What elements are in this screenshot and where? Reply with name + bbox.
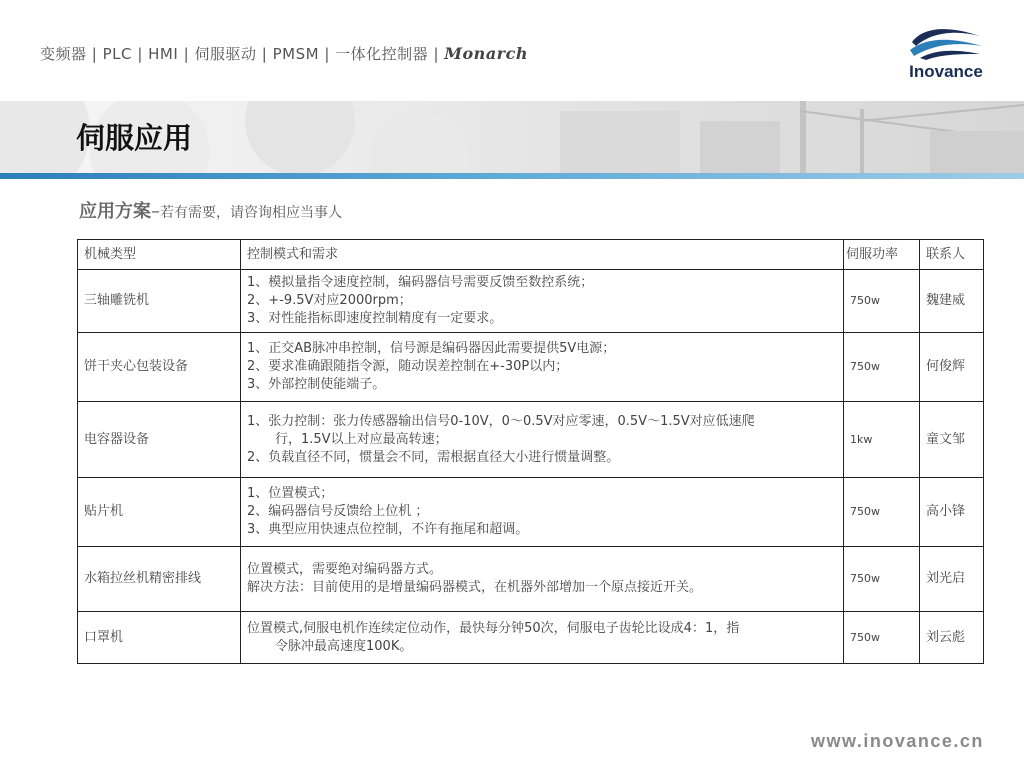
banner-blue-stripe: [0, 173, 1024, 179]
table-row: [78, 402, 984, 478]
table-row: [78, 333, 984, 402]
requirement-line: 2、编码器信号反馈给上位机 ；: [247, 504, 429, 519]
subtitle-dash: –: [151, 201, 160, 222]
table-row: [78, 612, 984, 664]
table-row: [78, 478, 984, 547]
nav-separator: |: [261, 45, 268, 63]
requirement-line: 令脉冲最高速度100K。: [275, 638, 413, 654]
logo-text: Inovance: [909, 62, 983, 81]
table-row: [78, 547, 984, 612]
cell-contact: 高小锋: [920, 478, 984, 547]
requirement-line: 1、位置模式；: [247, 486, 334, 501]
header-machine-type: 机械类型: [78, 240, 241, 270]
cell-requirements: [241, 612, 844, 664]
requirement-line: 行，1.5V以上对应最高转速；: [275, 431, 448, 447]
footer-url: www.inovance.cn: [811, 731, 984, 751]
nav-item-inverter: 变频器: [40, 45, 87, 63]
top-product-nav: [40, 43, 528, 64]
subtitle-note: 若有需要，请咨询相应当事人: [160, 205, 342, 221]
nav-item-integrated-controller: 一体化控制器: [335, 45, 429, 63]
section-subtitle: [79, 197, 342, 223]
requirement-line: 位置模式,伺服电机作连续定位动作，最快每分钟50次，伺服电子齿轮比设成4：1，指: [247, 620, 740, 636]
cell-power: 750w: [844, 612, 920, 664]
requirement-line: 1、张力控制：张力传感器输出信号0-10V，0～0.5V对应零速，0.5V～1.5V对应低速爬: [247, 413, 755, 429]
nav-item-hmi: HMI: [148, 45, 179, 63]
cell-power: 750w: [844, 333, 920, 402]
requirement-line: 3、外部控制使能端子。: [247, 377, 386, 392]
cell-power: 750w: [844, 547, 920, 612]
requirement-line: 位置模式，需要绝对编码器方式。: [247, 562, 443, 577]
cell-power: 1kw: [844, 402, 920, 478]
cell-power: 750w: [844, 478, 920, 547]
cell-requirements: [241, 478, 844, 547]
cell-requirements: [241, 333, 844, 402]
nav-separator: |: [91, 45, 98, 63]
cell-requirements: [241, 402, 844, 478]
cell-requirements: [241, 547, 844, 612]
requirement-line: 3、对性能指标即速度控制精度有一定要求。: [247, 311, 503, 326]
requirement-line: 3、典型应用快速点位控制，不许有拖尾和超调。: [247, 522, 529, 537]
requirement-line: 2、要求准确跟随指令源，随动误差控制在+-30P以内；: [247, 359, 569, 374]
table-header-row: [78, 240, 984, 270]
cell-machine-type: 饼干夹心包装设备: [78, 333, 241, 402]
nav-item-servo-drive: 伺服驱动: [194, 45, 257, 63]
requirement-line: 2、+-9.5V对应2000rpm；: [247, 293, 412, 308]
nav-separator: |: [137, 45, 143, 63]
cell-contact: 魏建威: [920, 270, 984, 333]
wave-logo-icon: [906, 24, 986, 60]
nav-separator: |: [433, 45, 440, 63]
cell-contact: 童文邹: [920, 402, 984, 478]
header-servo-power: 伺服功率: [844, 240, 920, 270]
header-contact: 联系人: [920, 240, 984, 270]
cell-machine-type: 水箱拉丝机精密排线: [78, 547, 241, 612]
application-table: [77, 239, 984, 664]
inovance-logo: [898, 24, 994, 88]
monarch-brand: Monarch: [444, 44, 528, 63]
nav-item-pmsm: PMSM: [272, 45, 320, 63]
cell-power: 750w: [844, 270, 920, 333]
nav-separator: |: [324, 45, 330, 63]
requirement-line: 2、负载直径不同，惯量会不同，需根据直径大小进行惯量调整。: [247, 449, 620, 465]
nav-separator: |: [183, 45, 190, 63]
cell-machine-type: 口罩机: [78, 612, 241, 664]
cell-machine-type: 电容器设备: [78, 402, 241, 478]
nav-item-plc: PLC: [102, 45, 133, 63]
table-row: [78, 270, 984, 333]
header-control-mode: 控制模式和需求: [241, 240, 844, 270]
cell-requirements: [241, 270, 844, 333]
subtitle-main: 应用方案: [79, 201, 151, 222]
cell-contact: 何俊辉: [920, 333, 984, 402]
requirement-line: 1、正交AB脉冲串控制，信号源是编码器因此需要提供5V电源；: [247, 341, 616, 356]
cell-machine-type: 贴片机: [78, 478, 241, 547]
cell-contact: 刘光启: [920, 547, 984, 612]
requirement-line: 1、模拟量指令速度控制，编码器信号需要反馈至数控系统；: [247, 275, 594, 290]
page-title: 伺服应用: [76, 121, 193, 155]
cell-contact: 刘云彪: [920, 612, 984, 664]
cell-machine-type: 三轴雕铣机: [78, 270, 241, 333]
requirement-line: 解决方法：目前使用的是增量编码器模式，在机器外部增加一个原点接近开关。: [247, 580, 703, 595]
